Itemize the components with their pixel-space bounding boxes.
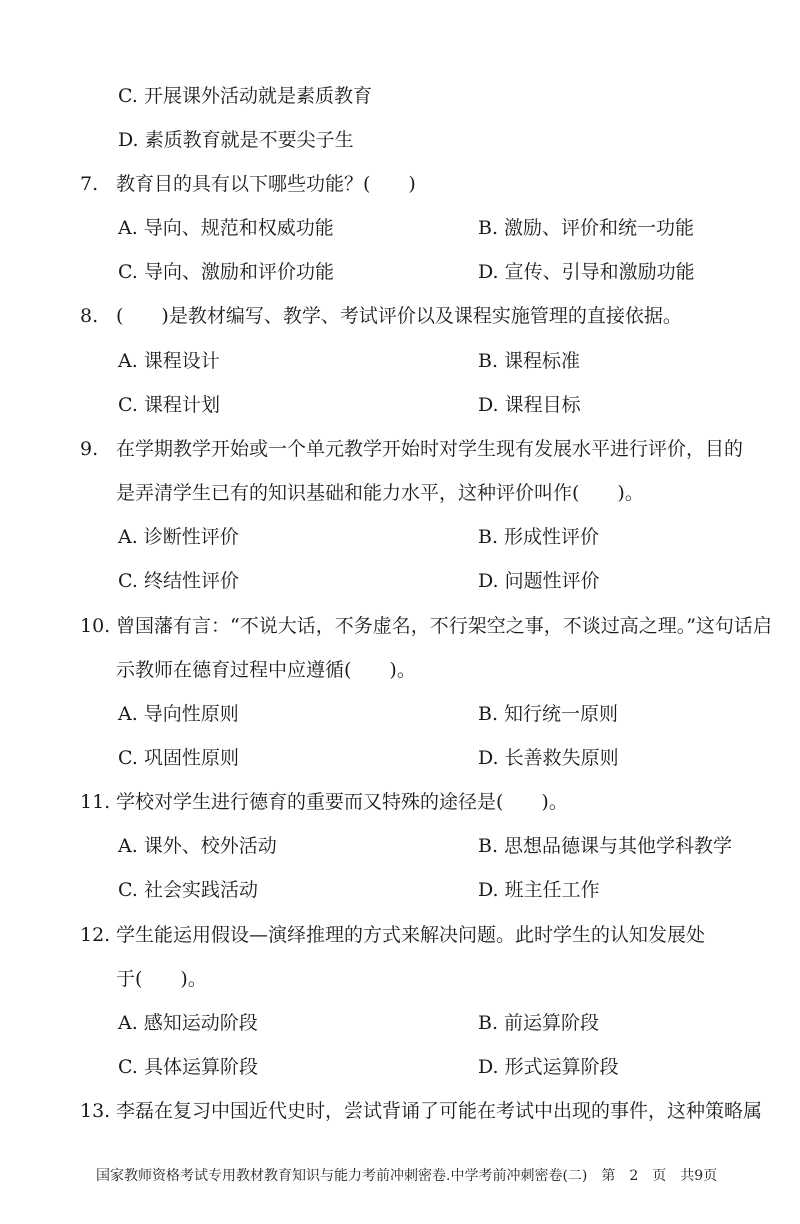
q12-option-d: D. 形式运算阶段 bbox=[478, 1056, 619, 1078]
footer-title: 国家教师资格考试专用教材教育知识与能力考前冲刺密卷.中学考前冲刺密卷(二) bbox=[96, 1168, 588, 1184]
q9-stem bbox=[80, 437, 743, 461]
q7-text: 教育目的具有以下哪些功能？( ) bbox=[116, 173, 416, 195]
q8-option-d: D. 课程目标 bbox=[478, 394, 581, 416]
q8-option-c: C. 课程计划 bbox=[118, 394, 220, 416]
q10-option-a: A. 导向性原则 bbox=[118, 703, 239, 725]
q7-stem bbox=[80, 172, 416, 196]
q10-stem bbox=[80, 614, 772, 638]
q10-option-d: D. 长善救失原则 bbox=[478, 747, 619, 769]
q9-text: 在学期教学开始或一个单元教学开始时对学生现有发展水平进行评价，目的 bbox=[116, 438, 744, 460]
q11-option-b: B. 思想品德课与其他学科教学 bbox=[478, 835, 733, 857]
q8-option-b: B. 课程标准 bbox=[478, 350, 581, 372]
q11-option-a: A. 课外、校外活动 bbox=[118, 835, 277, 857]
footer-page-number: 第 2 页 bbox=[601, 1168, 667, 1184]
q7-option-b: B. 激励、评价和统一功能 bbox=[478, 217, 695, 239]
q12-number: 12. bbox=[80, 924, 111, 946]
footer-total-pages: 共9页 bbox=[680, 1168, 718, 1184]
q7-option-c: C. 导向、激励和评价功能 bbox=[118, 261, 334, 283]
q9-option-a: A. 诊断性评价 bbox=[118, 526, 239, 548]
q7-option-d: D. 宣传、引导和激励功能 bbox=[478, 261, 695, 283]
q13-stem bbox=[80, 1099, 762, 1123]
q12-stem bbox=[80, 923, 705, 947]
q12-option-a: A. 感知运动阶段 bbox=[118, 1012, 258, 1034]
q10-text: 曾国藩有言：“不说大话，不务虚名，不行架空之事，不谈过高之理。”这句话启 bbox=[116, 615, 772, 637]
q9-number: 9. bbox=[80, 438, 99, 460]
q9-stem-continued: 是弄清学生已有的知识基础和能力水平，这种评价叫作( )。 bbox=[116, 482, 644, 504]
q13-number: 13. bbox=[80, 1100, 111, 1122]
q10-option-b: B. 知行统一原则 bbox=[478, 703, 619, 725]
q13-text: 李磊在复习中国近代史时，尝试背诵了可能在考试中出现的事件，这种策略属 bbox=[116, 1100, 763, 1122]
q6-option-d: D. 素质教育就是不要尖子生 bbox=[118, 129, 354, 151]
q8-stem bbox=[80, 304, 682, 328]
q12-stem-continued: 于( )。 bbox=[116, 968, 207, 990]
q11-text: 学校对学生进行德育的重要而又特殊的途径是( )。 bbox=[116, 791, 568, 813]
q12-option-b: B. 前运算阶段 bbox=[478, 1012, 600, 1034]
q11-number: 11. bbox=[80, 791, 111, 813]
q10-number: 10. bbox=[80, 615, 111, 637]
q8-option-a: A. 课程设计 bbox=[118, 350, 220, 372]
q9-option-c: C. 终结性评价 bbox=[118, 570, 239, 592]
q6-option-c: C. 开展课外活动就是素质教育 bbox=[118, 85, 372, 107]
q11-stem bbox=[80, 790, 568, 814]
q10-stem-continued: 示教师在德育过程中应遵循( )。 bbox=[116, 659, 416, 681]
q8-number: 8. bbox=[80, 305, 99, 327]
q11-option-d: D. 班主任工作 bbox=[478, 879, 600, 901]
q12-option-c: C. 具体运算阶段 bbox=[118, 1056, 258, 1078]
q7-option-a: A. 导向、规范和权威功能 bbox=[118, 217, 334, 239]
q9-option-b: B. 形成性评价 bbox=[478, 526, 600, 548]
q8-text: ( )是教材编写、教学、考试评价以及课程实施管理的直接依据。 bbox=[116, 305, 682, 327]
q9-option-d: D. 问题性评价 bbox=[478, 570, 600, 592]
page-footer bbox=[96, 1167, 731, 1185]
q12-text: 学生能运用假设—演绎推理的方式来解决问题。此时学生的认知发展处 bbox=[116, 924, 706, 946]
q7-number: 7. bbox=[80, 173, 99, 195]
q11-option-c: C. 社会实践活动 bbox=[118, 879, 258, 901]
q10-option-c: C. 巩固性原则 bbox=[118, 747, 239, 769]
